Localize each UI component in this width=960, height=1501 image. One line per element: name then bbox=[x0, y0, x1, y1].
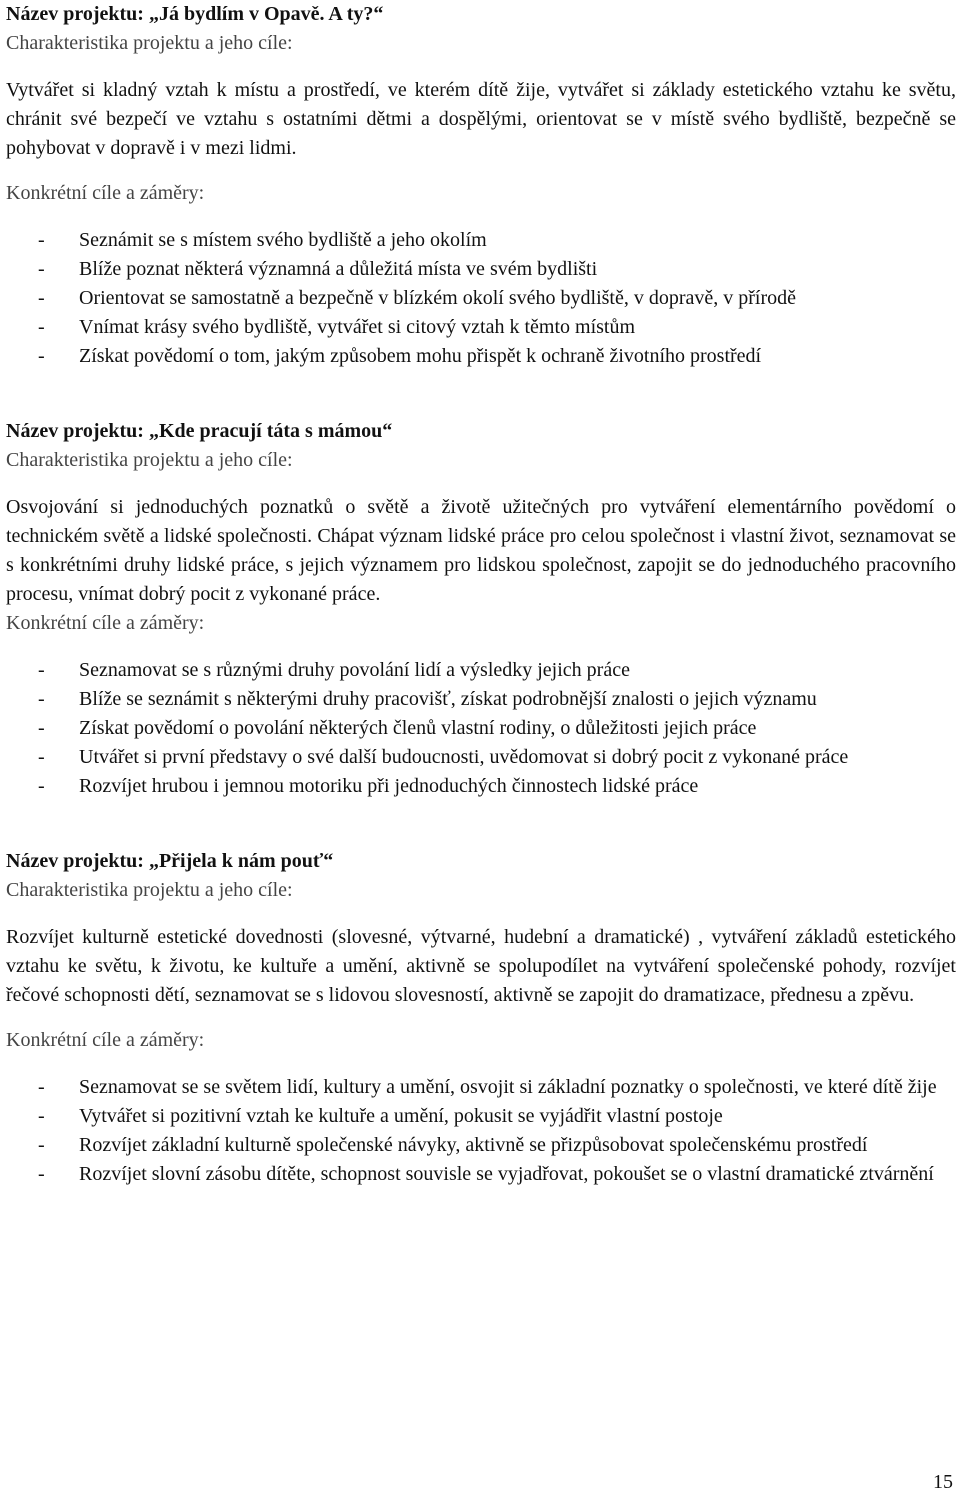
goal-text: Rozvíjet základní kulturně společenské návyky, aktivně se přizpůsobovat společenskému prostředí bbox=[79, 1134, 868, 1156]
goals-heading: Konkrétní cíle a záměry: bbox=[6, 182, 205, 204]
bullet-dash: - bbox=[38, 1163, 45, 1185]
goal-text: Orientovat se samostatně a bezpečně v blízkém okolí svého bydliště, v dopravě, v přírodě bbox=[79, 287, 797, 309]
document-page bbox=[6, 0, 956, 1189]
list-item bbox=[6, 226, 956, 255]
goal-text: Vnímat krásy svého bydliště, vytvářet si citový vztah k těmto místům bbox=[79, 316, 636, 338]
bullet-dash: - bbox=[38, 316, 45, 338]
project-title bbox=[6, 0, 956, 29]
project-title-label: Název projektu: bbox=[6, 850, 144, 872]
goal-text: Získat povědomí o povolání některých členů vlastní rodiny, o důležitosti jejich práce bbox=[79, 717, 757, 739]
goals-heading: Konkrétní cíle a záměry: bbox=[6, 612, 205, 634]
bullet-dash: - bbox=[38, 775, 45, 797]
goal-text: Seznamovat se s různými druhy povolání lidí a výsledky jejich práce bbox=[79, 659, 630, 681]
bullet-dash: - bbox=[38, 287, 45, 309]
list-item bbox=[6, 772, 956, 801]
goal-text: Vytvářet si pozitivní vztah ke kultuře a umění, pokusit se vyjádřit vlastní postoje bbox=[79, 1105, 723, 1127]
goals-list bbox=[6, 226, 956, 371]
list-item bbox=[6, 1073, 956, 1102]
page-number: 15 bbox=[933, 1471, 953, 1493]
project-title-name: „Přijela k nám pouť“ bbox=[148, 850, 334, 872]
goal-text: Blíže poznat některá významná a důležitá místa ve svém bydlišti bbox=[79, 258, 598, 280]
list-item bbox=[6, 1131, 956, 1160]
goals-list bbox=[6, 656, 956, 801]
project-title-name: „Já bydlím v Opavě. A ty?“ bbox=[148, 3, 384, 25]
goal-text: Seznamovat se se světem lidí, kultury a umění, osvojit si základní poznatky o společnosti, ve které dítě žije bbox=[79, 1076, 937, 1098]
project-title-name: „Kde pracují táta s mámou“ bbox=[148, 420, 393, 442]
list-item bbox=[6, 1160, 956, 1189]
bullet-dash: - bbox=[38, 659, 45, 681]
bullet-dash: - bbox=[38, 229, 45, 251]
project-title bbox=[6, 847, 956, 876]
list-item bbox=[6, 313, 956, 342]
characteristic-text: Vytvářet si kladný vztah k místu a prostředí, ve kterém dítě žije, vytvářet si základy estetického vztahu ke světu, chránit své bezpečí ve vztahu s ostatními dětmi a dospělými, orientovat se v místě svého bydliště, bezpečně se pohybovat v dopravě i v mezi lidmi. bbox=[6, 79, 956, 159]
project-section-3 bbox=[6, 847, 956, 1189]
goal-text: Získat povědomí o tom, jakým způsobem mohu přispět k ochraně životního prostředí bbox=[79, 345, 762, 367]
project-title-label: Název projektu: bbox=[6, 420, 144, 442]
list-item bbox=[6, 255, 956, 284]
bullet-dash: - bbox=[38, 345, 45, 367]
goal-text: Seznámit se s místem svého bydliště a jeho okolím bbox=[79, 229, 487, 251]
project-section-1 bbox=[6, 0, 956, 371]
list-item bbox=[6, 685, 956, 714]
list-item bbox=[6, 1102, 956, 1131]
list-item bbox=[6, 656, 956, 685]
project-title-label: Název projektu: bbox=[6, 3, 144, 25]
list-item bbox=[6, 714, 956, 743]
characteristic-heading: Charakteristika projektu a jeho cíle: bbox=[6, 32, 293, 54]
goal-text: Blíže se seznámit s některými druhy pracovišť, získat podrobnější znalosti o jejich významu bbox=[79, 688, 817, 710]
characteristic-text: Osvojování si jednoduchých poznatků o světě a životě užitečných pro vytváření elementárního povědomí o technickém světě a lidské společnosti. Chápat význam lidské práce pro celou společnost i vlastní život, seznamovat se s konkrétními druhy lidské práce, s jejich významem pro lidskou společnost, zapojit se do jednoduchého pracovního procesu, vnímat dobrý pocit z vykonané práce. bbox=[6, 496, 956, 605]
goal-text: Rozvíjet slovní zásobu dítěte, schopnost souvisle se vyjadřovat, pokoušet se o vlastní dramatické ztvárnění bbox=[79, 1163, 934, 1185]
goal-text: Rozvíjet hrubou i jemnou motoriku při jednoduchých činnostech lidské práce bbox=[79, 775, 699, 797]
bullet-dash: - bbox=[38, 1134, 45, 1156]
project-section-2 bbox=[6, 417, 956, 801]
project-title bbox=[6, 417, 956, 446]
characteristic-heading: Charakteristika projektu a jeho cíle: bbox=[6, 879, 293, 901]
bullet-dash: - bbox=[38, 688, 45, 710]
bullet-dash: - bbox=[38, 717, 45, 739]
bullet-dash: - bbox=[38, 746, 45, 768]
characteristic-heading: Charakteristika projektu a jeho cíle: bbox=[6, 449, 293, 471]
characteristic-text: Rozvíjet kulturně estetické dovednosti (slovesné, výtvarné, hudební a dramatické) , vytváření základů estetického vztahu ke světu, k životu, ke kultuře a umění, aktivně se spolupodílet na vytváření společenské pohody, rozvíjet řečové schopnosti dětí, seznamovat se s lidovou slovesností, aktivně se zapojit do dramatizace, přednesu a zpěvu. bbox=[6, 926, 956, 1006]
goal-text: Utvářet si první představy o své další budoucnosti, uvědomovat si dobrý pocit z vykonané práce bbox=[79, 746, 849, 768]
goals-heading: Konkrétní cíle a záměry: bbox=[6, 1029, 205, 1051]
list-item bbox=[6, 743, 956, 772]
bullet-dash: - bbox=[38, 258, 45, 280]
list-item bbox=[6, 342, 956, 371]
list-item bbox=[6, 284, 956, 313]
bullet-dash: - bbox=[38, 1105, 45, 1127]
goals-list bbox=[6, 1073, 956, 1189]
bullet-dash: - bbox=[38, 1076, 45, 1098]
